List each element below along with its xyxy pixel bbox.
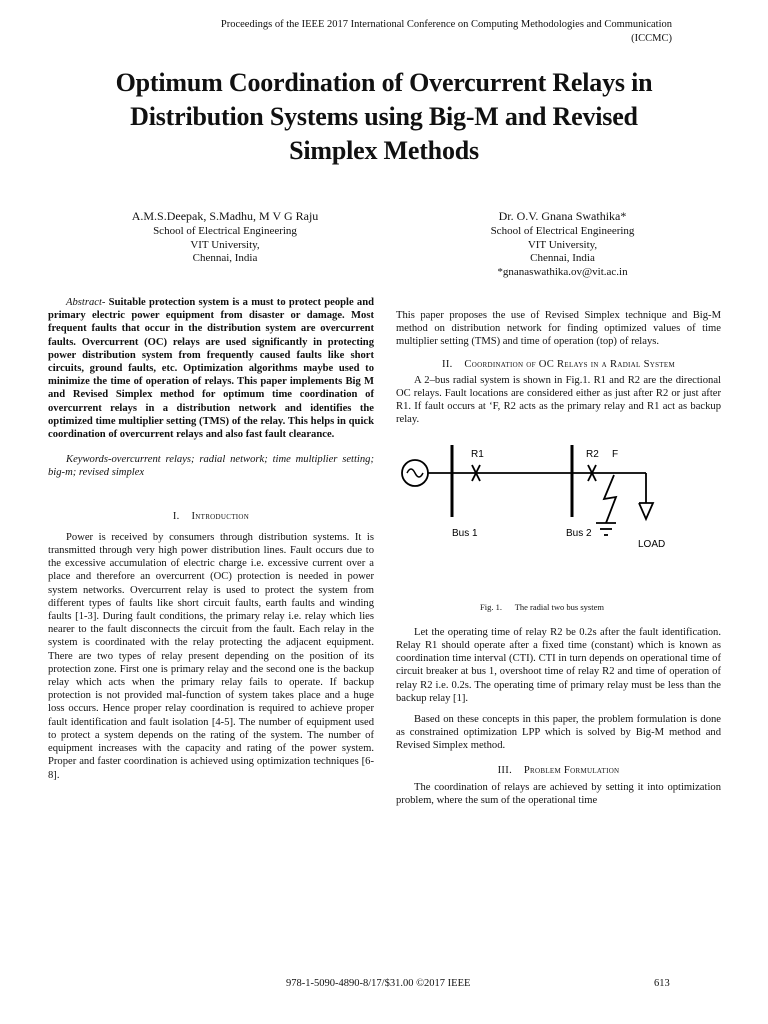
- author-email-right: *gnanaswathika.ov@vit.ac.in: [497, 265, 628, 278]
- author-dept-left: School of Electrical Engineering: [153, 225, 297, 237]
- keywords: Keywords-overcurrent relays; radial network; time multiplier setting; big-m; revised simplex: [48, 454, 374, 479]
- header-line-2: (ICCMC): [631, 33, 672, 44]
- introduction-paragraph: Power is received by consumers through distribution systems. It is transmitted through very high power distribution lines. Fault occurs due to the excessive accumulation of electric charge i.e. excessive current over a place and therefore an overcurrent (OC) protection is needed in power system networks. Overcurrent relay is used to protect the system from different types of faults like short circuit faults, earth faults and winding faults [1-3]. During fault conditions, the primary relay i.e. relay which lies nearer to the fault disconnects the circuit from the fault. Each relay in the system is coordinated with the relay protecting the adjacent equipment. There are two types of relay present depending on the position of its protection zone. First one is primary relay and the second one is the backup relay which acts when the primary relay fails to operate. If backup protection is not provided mal-function of system takes place and a huge loss occurs. Hence proper relay coordination is required to achieve proper fault identification and fault isolation [4-5]. The number of equipment used to protect a system depends on the rating of the system. The number of equipment increases with the capacity and rating of the power system. Proper and faster coordination is achieved using optimization techniques [6-8].: [48, 531, 374, 781]
- section-heading-problem-formulation: [396, 764, 721, 777]
- abstract: [48, 296, 374, 441]
- paper-title: [40, 66, 728, 168]
- author-city-right: Chennai, India: [530, 252, 595, 264]
- right-column: [396, 309, 721, 807]
- section-title: Problem Formulation: [523, 764, 620, 776]
- left-column: [48, 296, 374, 782]
- footer-page-number: 613: [654, 978, 670, 989]
- title-line-2: Distribution Systems using Big-M and Revised: [130, 102, 638, 131]
- label-fault: F: [612, 448, 619, 460]
- label-r1: R1: [471, 448, 484, 460]
- header-line-1: Proceedings of the IEEE 2017 International Conference on Computing Methodologies and Communication: [220, 19, 672, 30]
- section-number: I.: [172, 510, 180, 522]
- formulation-intro-paragraph: Based on these concepts in this paper, the problem formulation is done as constrained optimization LPP which is solved by Big-M method and Revised Simplex method.: [396, 714, 721, 752]
- author-city-left: Chennai, India: [192, 252, 258, 264]
- figure-caption: [396, 601, 721, 614]
- radial-two-bus-figure: [396, 437, 721, 587]
- author-univ-right: VIT University,: [527, 238, 598, 251]
- abstract-text: Suitable protection system is a must to protect people and primary electric power equipment from disaster or damage. Most frequent faults that occur in the distribution system are overcurrent faults. Overcurrent (OC) relays are used significantly in protecting power distribution system from frequently caused faults like short circuits, ground faults, etc. Optimization algorithms maybe used to minimize the time of operation of relays. This paper implements Big M and Revised Simplex method for optimum time coordination of overcurrent relays in a distribution network and identifies the optimized time multiplier setting (TMS) of the relay. This helps in quick coordination of overcurrent relays and also fast fault clearance.: [48, 297, 374, 441]
- section-title: Coordination of OC Relays in a Radial System: [464, 358, 675, 370]
- author-block-left: [60, 208, 390, 266]
- figure-caption-text: The radial two bus system: [514, 601, 604, 612]
- author-dept-right: School of Electrical Engineering: [490, 225, 635, 237]
- title-line-1: Optimum Coordination of Overcurrent Relays in: [115, 68, 653, 97]
- coordination-paragraph: A 2–bus radial system is shown in Fig.1. R1 and R2 are the directional OC relays. Fault locations are considered either as just after R2 or just after R1. If fault occurs at ‘F, R2 acts as the primary relay and R1 act as backup relay.: [396, 374, 721, 426]
- title-line-3: Simplex Methods: [289, 136, 479, 165]
- conference-header: [150, 18, 672, 46]
- section-title: Introduction: [191, 510, 250, 522]
- fault-icon: [604, 475, 616, 523]
- section-number: II.: [442, 358, 453, 370]
- problem-formulation-paragraph: The coordination of relays are achieved by setting it into optimization problem, where the sum of the operational time: [396, 781, 721, 807]
- label-load: LOAD: [638, 538, 666, 550]
- author-names-left: A.M.S.Deepak, S.Madhu, M V G Raju: [131, 209, 319, 223]
- label-bus-2: Bus 2: [566, 527, 592, 539]
- section-heading-introduction: [48, 510, 374, 523]
- author-univ-left: VIT University,: [190, 238, 260, 251]
- label-bus-1: Bus 1: [452, 527, 478, 539]
- author-block-right: [400, 208, 725, 279]
- label-r2: R2: [586, 448, 599, 460]
- section-number: III.: [497, 764, 513, 776]
- operating-time-paragraph: Let the operating time of relay R2 be 0.2s after the fault identification. Relay R1 should operate after a fixed time (constant) which is known as coordination time interval (CTI). CTI in turn depends on operational time of circuit breaker at bus 1, overshoot time of relay R2 and time of operation of relay R2 i.e. 0.2s. The operating time of primary relay must be less than the backup relay [1].: [396, 626, 721, 704]
- figure-label: Fig. 1.: [480, 601, 502, 612]
- footer-isbn: 978-1-5090-4890-8/17/$31.00 ©2017 IEEE: [286, 978, 471, 989]
- section-heading-coordination: [396, 358, 721, 371]
- author-names-right: Dr. O.V. Gnana Swathika*: [498, 209, 627, 223]
- intro-continuation-paragraph: This paper proposes the use of Revised Simplex technique and Big-M method on distribution network for finding optimized values of time multiplier setting (TMS) and time of operation (top) of relays.: [396, 310, 721, 348]
- abstract-label: Abstract-: [66, 297, 106, 308]
